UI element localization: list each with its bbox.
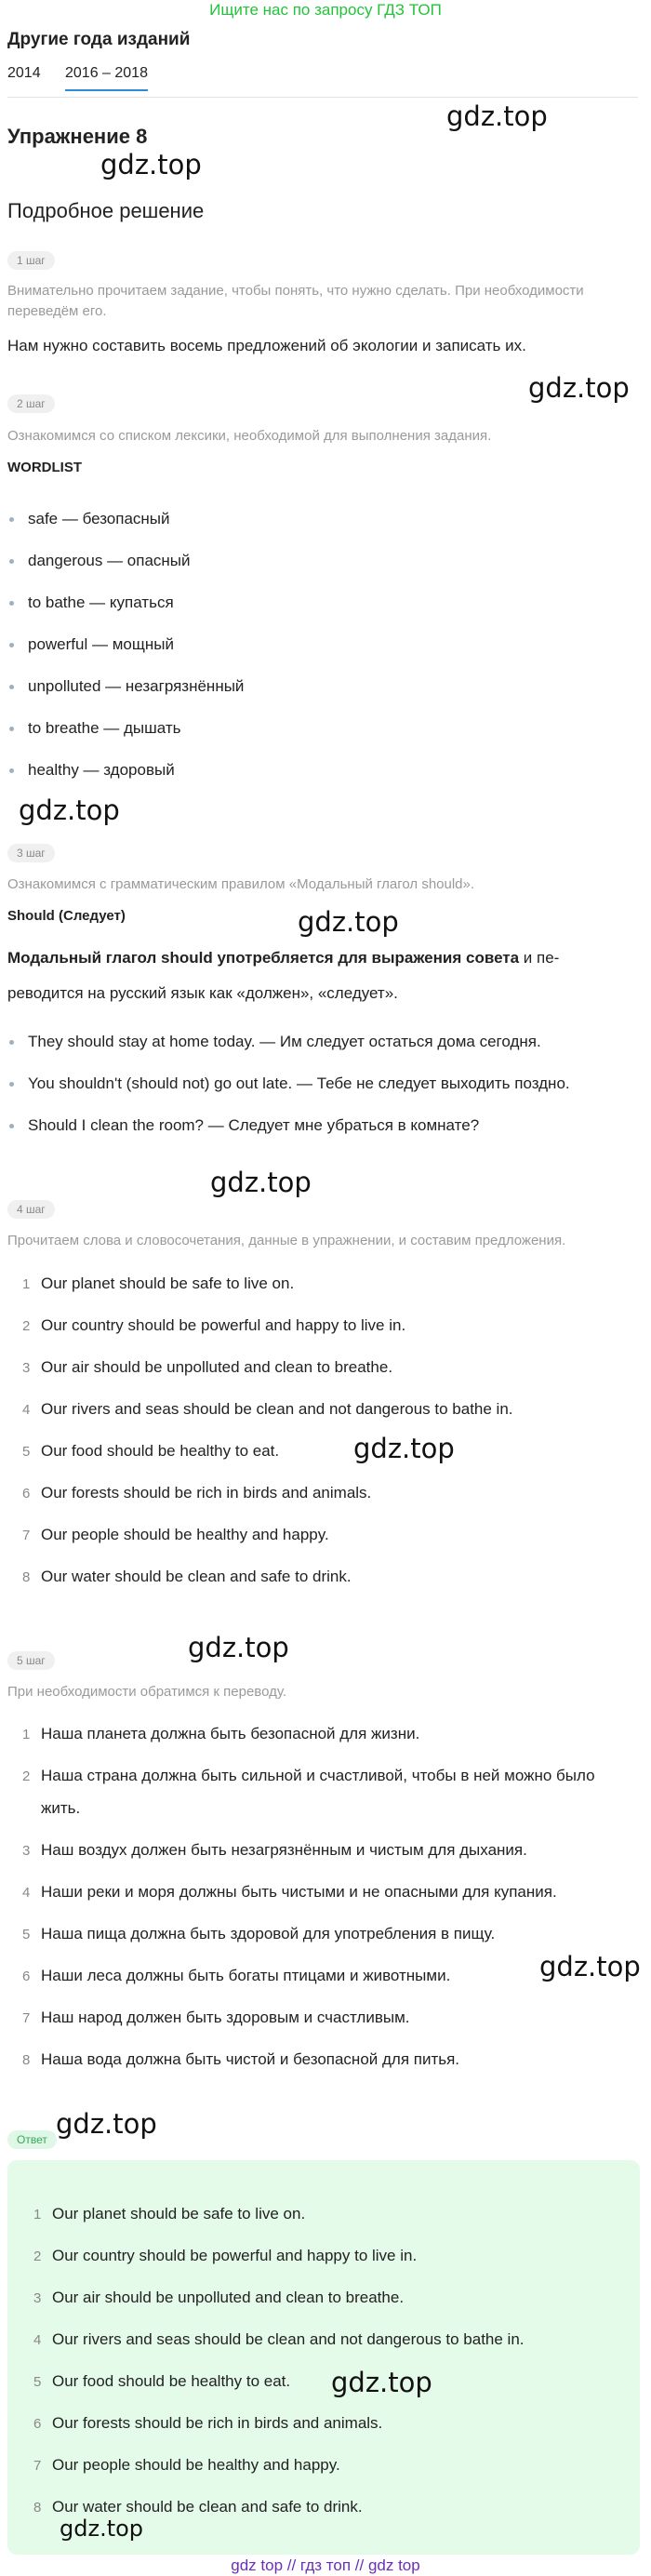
answer-item: 1 Our planet should be safe to live on. [33,2205,306,2222]
years-title: Другие года изданий [7,30,191,49]
list-item: 8 Наша вода должна быть чистой и безопасной для питья. [22,2050,460,2068]
answer-item: 6 Our forests should be rich in birds and animals. [33,2414,383,2432]
watermark: gdz.top [100,149,202,180]
list-item: 8 Our water should be clean and safe to drink. [22,1568,352,1585]
step-badge-2: 2 шаг [7,394,55,413]
step-badge-4: 4 шаг [7,1200,55,1219]
answer-item: 7 Our people should be healthy and happy. [33,2456,340,2474]
list-item: 7 Наш народ должен быть здоровым и счастливым. [22,2009,410,2026]
footer-links[interactable]: gdz top // гдз топ // gdz top [231,2556,420,2574]
list-item: 5 Наша пища должна быть здоровой для употребления в пищу. [22,1925,496,1942]
watermark: gdz.top [446,100,548,132]
list-item: 5 Our food should be healthy to eat. [22,1442,280,1460]
answer-item: 3 Our air should be unpolluted and clean to breathe. [33,2289,405,2306]
watermark: gdz.top [539,1951,641,1982]
wordlist-item: to bathe — купаться [28,592,174,614]
example-item: Should I clean the room? — Следует мне убраться в комнате? [28,1114,479,1137]
step2-hint: Ознакомимся со списком лексики, необходимой для выполнения задания. [7,428,492,444]
step4-hint: Прочитаем слова и словосочетания, данные в упражнении, и составим предложения. [7,1233,566,1248]
wordlist-item: to breathe — дышать [28,717,181,740]
answer-item: 5 Our food should be healthy to eat. [33,2372,291,2390]
step-badge-3: 3 шаг [7,844,55,862]
top-search-link[interactable]: Ищите нас по запросу ГДЗ ТОП [209,1,442,19]
solution-title: Подробное решение [7,199,205,222]
watermark: gdz.top [528,372,630,404]
list-item: 6 Наши леса должны быть богаты птицами и животными. [22,1967,451,1984]
exercise-title: Упражнение 8 [7,125,148,148]
rule-text-line2: реводится на русский язык как «должен», «следует». [7,984,398,1002]
list-item: 1 Our planet should be safe to live on. [22,1275,295,1292]
wordlist-item: safe — безопасный [28,508,170,530]
answer-item: 4 Our rivers and seas should be clean and not dangerous to bathe in. [33,2330,525,2348]
answer-badge: Ответ [7,2130,57,2149]
list-item: 1 Наша планета должна быть безопасной для жизни. [22,1725,420,1742]
wordlist-item: unpolluted — незагрязнённый [28,675,244,698]
divider [7,97,638,98]
step-badge-5: 5 шаг [7,1651,55,1670]
watermark: gdz.top [298,906,399,938]
list-item: 6 Our forests should be rich in birds and animals. [22,1484,372,1502]
rule-title: Should (Следует) [7,908,126,924]
step1-hint: Внимательно прочитаем задание, чтобы понять, что нужно сделать. При необходимости переведём его. [7,283,584,319]
step1-text: Нам нужно составить восемь предложений об экологии и записать их. [7,337,526,354]
example-item: They should stay at home today. — Им следует остаться дома сегодня. [28,1031,541,1053]
list-item: 4 Наши реки и моря должны быть чистыми и не опасными для купания. [22,1883,557,1901]
wordlist-title: WORDLIST [7,460,82,475]
wordlist-item: healthy — здоровый [28,759,175,781]
example-item: You shouldn't (should not) go out late. — Тебе не следует выходить поздно. [28,1073,570,1095]
watermark: gdz.top [60,2516,144,2542]
rule-text-bold: Модальный глагол should употребляется для выражения совета [7,949,520,967]
year-tab-2016-2018[interactable]: 2016 – 2018 [65,65,148,91]
watermark: gdz.top [353,1433,455,1464]
watermark: gdz.top [19,794,120,826]
watermark: gdz.top [56,2108,157,2140]
list-item-continuation: жить. [41,1799,81,1817]
list-item: 3 Our air should be unpolluted and clean to breathe. [22,1358,393,1376]
answer-item: 8 Our water should be clean and safe to drink. [33,2498,363,2516]
list-item: 7 Our people should be healthy and happy. [22,1526,329,1543]
watermark: gdz.top [210,1167,312,1198]
step5-hint: При необходимости обратимся к переводу. [7,1684,287,1700]
list-item: 3 Наш воздух должен быть незагрязнённым и чистым для дыхания. [22,1841,527,1859]
list-item: 4 Our rivers and seas should be clean and not dangerous to bathe in. [22,1400,513,1418]
list-item: 2 Our country should be powerful and happy to live in. [22,1316,406,1334]
wordlist-item: powerful — мощный [28,634,174,656]
wordlist-item: dangerous — опасный [28,550,191,572]
step-badge-1: 1 шаг [7,251,55,270]
answer-item: 2 Our country should be powerful and happy to live in. [33,2247,418,2264]
rule-text [7,945,640,971]
rule-text-rest: и пе- [519,949,560,967]
step3-hint: Ознакомимся с грамматическим правилом «Модальный глагол should». [7,876,475,892]
watermark: gdz.top [331,2367,432,2398]
watermark: gdz.top [188,1632,289,1663]
year-tab-2014[interactable]: 2014 [7,65,41,81]
list-item: 2 Наша страна должна быть сильной и счастливой, чтобы в ней можно было [22,1767,595,1784]
